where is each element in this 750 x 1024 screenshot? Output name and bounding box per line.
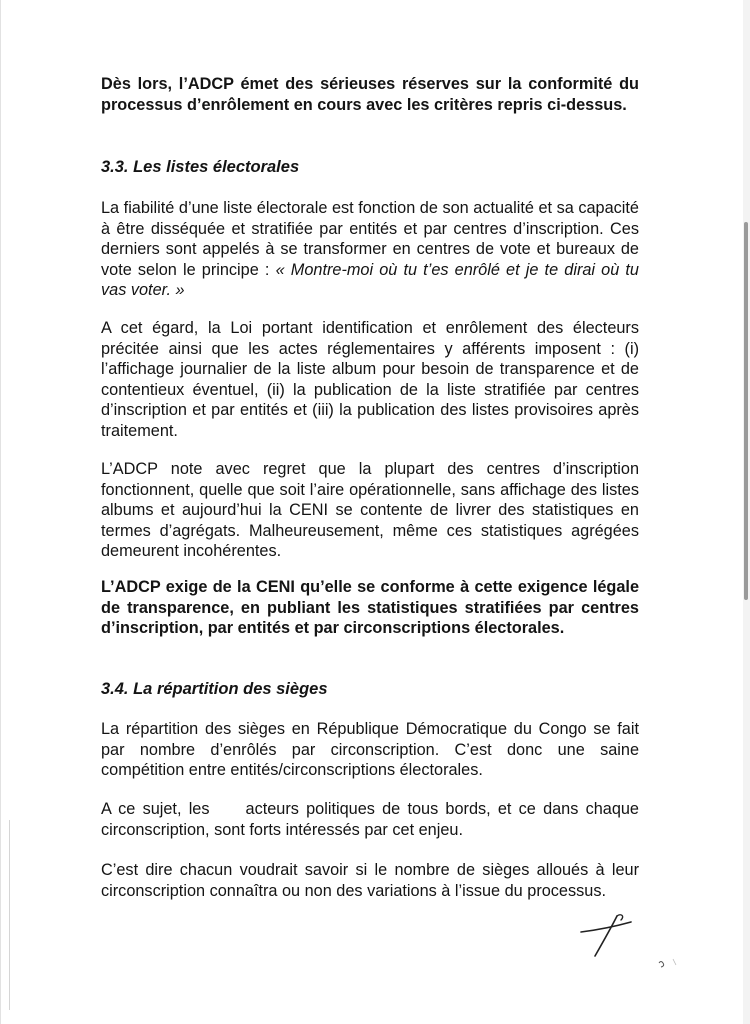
heading-repartition-sieges: 3.4. La répartition des sièges — [101, 680, 328, 698]
paragraph-exigence: L’ADCP exige de la CENI qu’elle se conforme à cette exigence légale de transparence, en publiant les statistiques stratifiées par centres d’inscription, par entités et par circonscriptions électorales. — [101, 578, 639, 637]
paragraph-sieges: C’est dire chacun voudrait savoir si le nombre de sièges alloués à leur circonscription connaîtra ou non des variations à l’issue du processus. — [101, 861, 639, 900]
paragraph-loi: A cet égard, la Loi portant identification et enrôlement des électeurs précitée ainsi que les actes réglementaires y afférents imposent : (i) l’affichage journalier de la liste album pour besoin de transparence et de contentieux éventuel, (ii) la publication de la liste stratifiée par centres d’inscription et par entités et (iii) la publication des listes provisoires après traitement. — [101, 319, 639, 440]
heading-listes-electorales: 3.3. Les listes électorales — [101, 158, 300, 176]
initial-mark — [655, 955, 685, 973]
scrollbar-thumb[interactable] — [744, 222, 748, 600]
paragraph-fiabilite-quote: « Montre-moi où tu t’es enrôlé et je te dirai où tu vas voter. » — [101, 260, 639, 299]
paragraph-fiabilite — [101, 198, 639, 301]
scan-edge-line — [9, 820, 10, 1010]
paragraph-regret: L’ADCP note avec regret que la plupart des centres d’inscription fonctionnent, quelle que soit l’aire opérationnelle, sans affichage des listes albums et aujourd’hui la CENI se contente de livrer des statistiques en termes d’agrégats. Malheureusement, même ces statistiques agrégées demeurent incohérentes. — [101, 460, 639, 560]
paragraph-repartition: La répartition des sièges en République Démocratique du Congo se fait par nombre d’enrôlés par circonscription. C’est donc une saine compétition entre entités/circonscriptions électorales. — [101, 720, 639, 779]
paragraph-fiabilite-text: La fiabilité d’une liste électorale est fonction de son actualité et sa capacité à être disséquée et stratifiée par entités et par centres d’inscription. Ces derniers sont appelés à se transformer en centres de vote et bureaux de vote selon le principe : — [101, 199, 639, 279]
paragraph-acteurs: A ce sujet, les acteurs politiques de tous bords, et ce dans chaque circonscription, sont forts intéressés par cet enjeu. — [101, 800, 644, 839]
signature-mark — [577, 910, 637, 960]
paragraph-reserves: Dès lors, l’ADCP émet des sérieuses réserves sur la conformité du processus d’enrôlement en cours avec les critères repris ci-dessus. — [101, 75, 639, 114]
